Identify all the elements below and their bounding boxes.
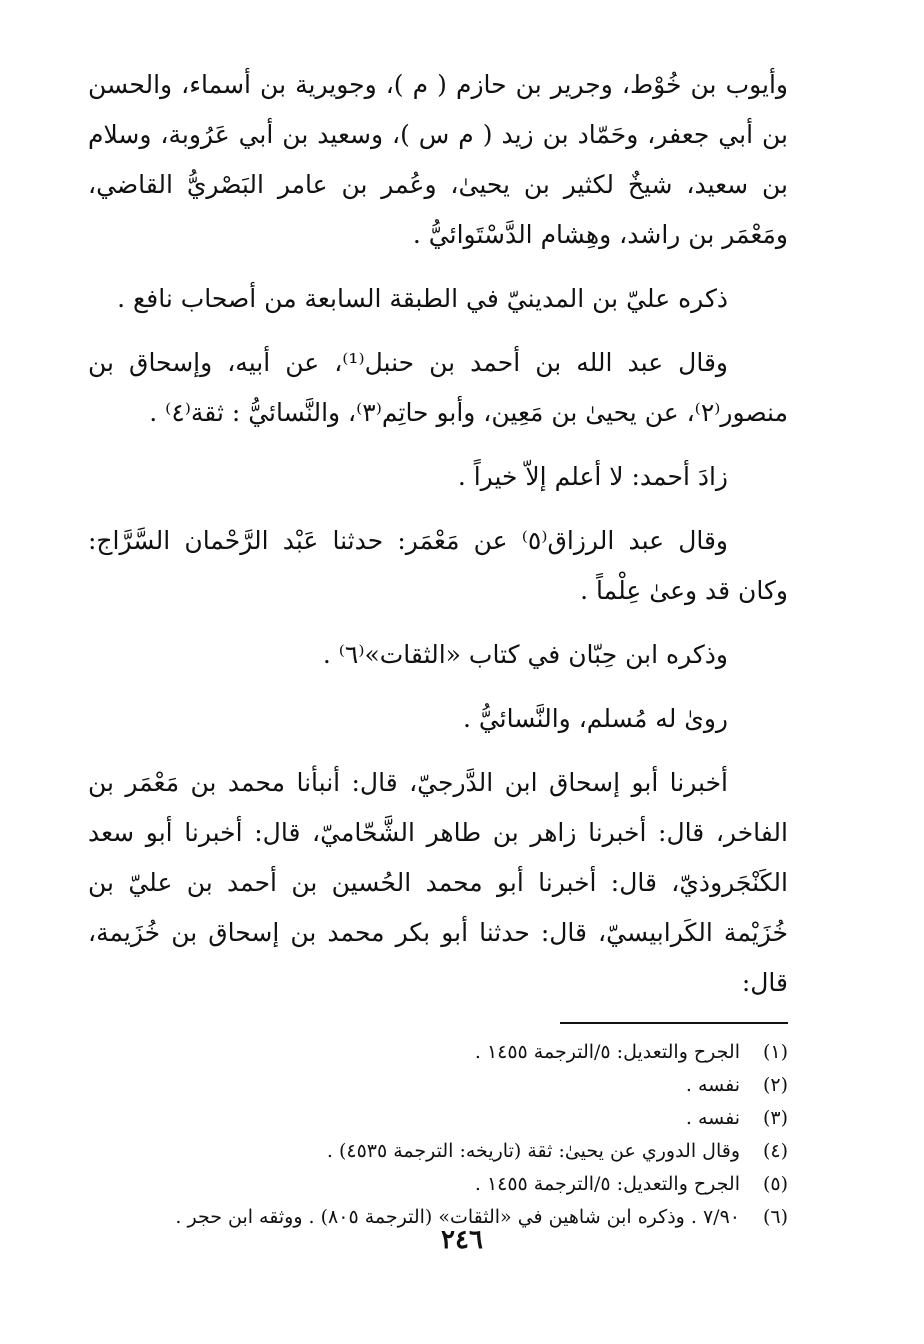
paragraph-5: وقال عبد الرزاق⁽٥⁾ عن مَعْمَر: حدثنا عَبْد الرَّحْمان السَّرَّاج: وكان قد وعىٰ عِلْماً . — [88, 526, 788, 605]
page-number: ٢٤٦ — [441, 1225, 483, 1255]
footnote-text: نفسه . — [685, 1107, 740, 1129]
footnote-number: (٥) — [762, 1173, 788, 1195]
footnote-number: (٢) — [762, 1074, 788, 1096]
footnote-item — [88, 1135, 788, 1168]
footnote-divider — [560, 1022, 788, 1024]
document-page — [88, 60, 788, 1300]
footnote-item — [88, 1069, 788, 1102]
footnote-item — [88, 1102, 788, 1135]
paragraph-7: روىٰ له مُسلم، والنَّسائيُّ . — [462, 704, 728, 733]
paragraph-1: وأيوب بن خُوْط، وجرير بن حازم ( م )، وجويرية بن أسماء، والحسن بن أبي جعفر، وحَمّاد بن زيد ( م س )، وسعيد بن أبي عَرُوبة، وسلام بن سعيد، شيخٌ لكثير بن يحيىٰ، وعُمر بن عامر البَصْريُّ القاضي، ومَعْمَر بن راشد، وهِشام الدَّسْتَوائيُّ . — [88, 70, 788, 249]
footnote-number: (٤) — [762, 1140, 788, 1162]
footnote-item — [88, 1168, 788, 1201]
main-text — [88, 60, 788, 1008]
paragraph-8: أخبرنا أبو إسحاق ابن الدَّرجيّ، قال: أنبأنا محمد بن مَعْمَر بن الفاخر، قال: أخبرنا زاهر بن طاهر الشَّحّاميّ، قال: أخبرنا أبو سعد الكَنْجَروذيّ، قال: أخبرنا أبو محمد الحُسين بن أحمد بن عليّ بن خُزَيْمة الكَرابيسيّ، قال: حدثنا أبو بكر محمد بن إسحاق بن خُزَيمة، قال: — [88, 768, 788, 997]
footnote-text: وقال الدوري عن يحيىٰ: ثقة (تاريخه: الترجمة ٤٥٣٥) . — [326, 1140, 740, 1162]
paragraph-3: وقال عبد الله بن أحمد بن حنبل⁽¹⁾، عن أبيه، وإسحاق بن منصور⁽٢⁾، عن يحيىٰ بن مَعِين، وأبو حاتِم⁽٣⁾، والنَّسائيُّ : ثقة⁽٤⁾ . — [88, 348, 788, 427]
footnote-number: (٦) — [762, 1206, 788, 1228]
paragraph-4: زادَ أحمد: لا أعلم إلاّ خيراً . — [457, 462, 728, 491]
paragraph-2: ذكره عليّ بن المدينيّ في الطبقة السابعة من أصحاب نافع . — [117, 284, 728, 313]
footnote-number: (٣) — [762, 1107, 788, 1129]
footnote-text: نفسه . — [685, 1074, 740, 1096]
footnote-text: الجرح والتعديل: ٥/الترجمة ١٤٥٥ . — [474, 1041, 740, 1063]
paragraph-6: وذكره ابن حِبّان في كتاب «الثقات»⁽٦⁾ . — [322, 640, 728, 669]
footnote-text: ٧/٩٠ . وذكره ابن شاهين في «الثقات» (الترجمة ٨٠٥) . ووثقه ابن حجر . — [175, 1206, 740, 1228]
footnote-text: الجرح والتعديل: ٥/الترجمة ١٤٥٥ . — [474, 1173, 740, 1195]
footnote-item — [88, 1036, 788, 1069]
footnotes — [88, 1036, 788, 1234]
footnote-number: (١) — [762, 1041, 788, 1063]
